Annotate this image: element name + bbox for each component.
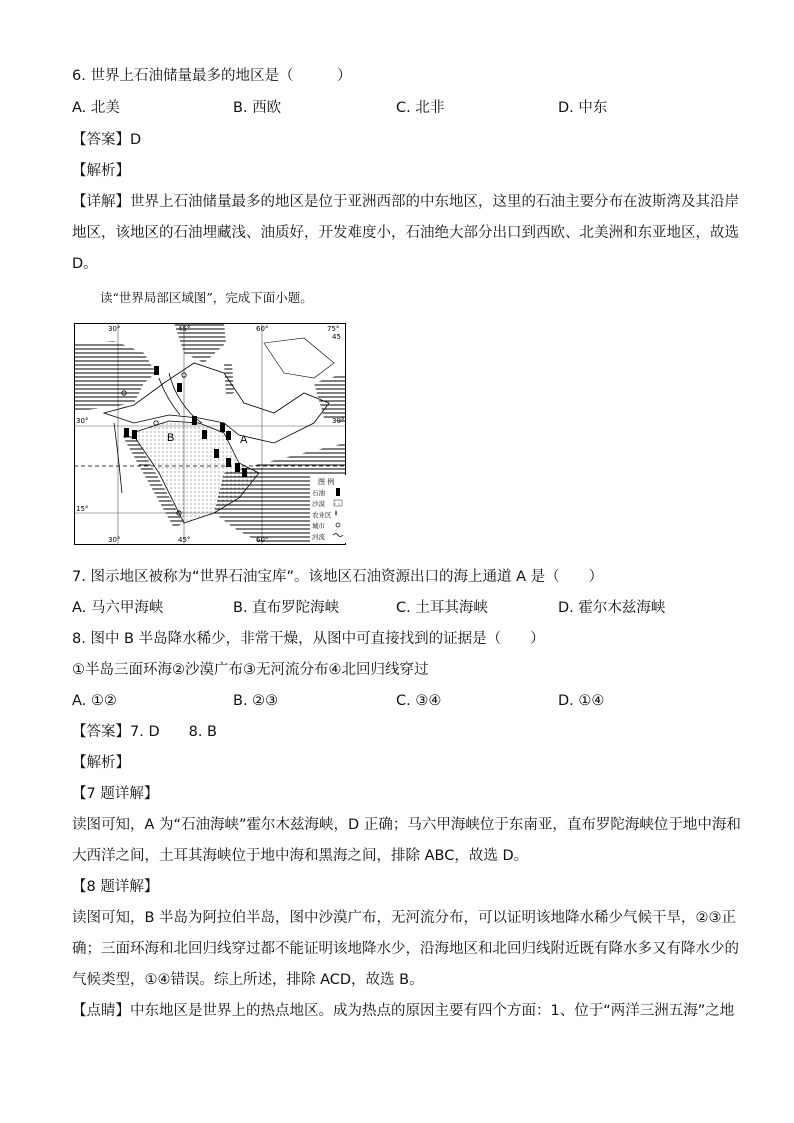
q7-detail-tag: 【7 题详解】: [72, 786, 159, 802]
oil-marker: [124, 428, 129, 437]
tick-top-30: 30°: [108, 325, 121, 333]
oil-marker: [132, 430, 137, 439]
note-line-1: [72, 1001, 734, 1021]
legend-desert: 沙漠: [312, 500, 325, 508]
q8-detail-line-2: 确；三面环海和北回归线穿过都不能证明该地降水少，沿海地区和北回归线附近既有降水多又有降水少的: [72, 941, 739, 957]
q6-option-b: B. 西欧: [233, 100, 282, 116]
oil-marker: [214, 449, 219, 458]
q8-option-a: A. ①②: [72, 693, 117, 709]
q7-option-d: D. 霍尔木兹海峡: [558, 600, 666, 616]
q6-detail-line-2: 地区，该地区的石油埋藏浅、油质好，开发难度小，石油绝大部分出口到西欧、北美洲和东亚地区，故选: [72, 225, 739, 241]
q6-analysis-tag: 【解析】: [72, 163, 130, 179]
tick-left-15: 15°: [76, 505, 89, 513]
q6-detail-line-1: [72, 192, 739, 212]
legend-city: 城市: [312, 522, 325, 530]
q8-statements: ①半岛三面环海②沙漠广布③无河流分布④北回归线穿过: [72, 662, 429, 678]
legend-farmland: 农业区: [312, 511, 332, 519]
q8-detail-line-3: 气候类型，①④错误。综上所述，排除 ACD，故选 B。: [72, 972, 424, 988]
q8-option-c: C. ③④: [396, 693, 442, 709]
tick-bottom-30: 30°: [108, 536, 121, 544]
tick-top-75: 75°: [327, 325, 340, 333]
oil-marker: [235, 463, 240, 472]
answer-tag: 【答案】: [72, 724, 130, 740]
tick-bottom-60: 60°: [256, 536, 269, 544]
legend-oil-symbol: [336, 488, 340, 496]
q7-option-c: C. 土耳其海峡: [396, 600, 488, 616]
note-text-1: 中东地区是世界上的热点地区。成为热点的原因主要有四个方面：1、位于“两洋三洲五海”之地: [130, 1003, 735, 1019]
tick-top-60: 60°: [256, 325, 269, 333]
oil-marker: [177, 383, 182, 392]
oil-marker: [226, 458, 231, 467]
oil-marker: [220, 423, 225, 432]
q6-option-c: C. 北非: [396, 100, 445, 116]
q7-detail-line-1: 读图可知，A 为“石油海峡”霍尔木兹海峡，D 正确；马六甲海峡位于东南亚，直布罗陀海峡位于地中海和: [72, 817, 741, 833]
tick-right-30: 30°: [332, 417, 345, 425]
q7-option-a: A. 马六甲海峡: [72, 600, 164, 616]
label-a: A: [240, 434, 248, 446]
q6-stem: 6. 世界上石油储量最多的地区是（ ）: [72, 68, 352, 84]
detail-tag: 【详解】: [72, 194, 130, 210]
q6-answer: D: [130, 132, 142, 148]
tick-left-30: 30°: [76, 417, 89, 425]
region-map: [74, 323, 346, 545]
label-b: B: [167, 432, 175, 444]
legend-oil: 石油: [312, 489, 325, 497]
q8-option-d: D. ①④: [558, 693, 605, 709]
legend-title: 图 例: [318, 478, 335, 486]
q8-option-b: B. ②③: [233, 693, 279, 709]
q6-option-a: A. 北美: [72, 100, 120, 116]
q6-detail-text-1: 世界上石油储量最多的地区是位于亚洲西部的中东地区，这里的石油主要分布在波斯湾及其沿岸: [130, 194, 739, 210]
oil-marker: [202, 430, 207, 439]
oil-marker: [242, 468, 247, 477]
region-map-svg: [74, 323, 346, 545]
q8-detail-line-1: 读图可知，B 半岛为阿拉伯半岛，图中沙漠广布，无河流分布，可以证明该地降水稀少气候干旱，②③正: [72, 910, 737, 926]
oil-marker: [226, 431, 231, 440]
q7-option-b: B. 直布罗陀海峡: [233, 600, 340, 616]
note-tag: 【点睛】: [72, 1003, 130, 1019]
figure-caption: 读“世界局部区域图”，完成下面小题。: [100, 290, 313, 305]
q78-analysis-tag: 【解析】: [72, 755, 130, 771]
q7-stem: 7. 图示地区被称为“世界石油宝库”。该地区石油资源出口的海上通道 A 是（ ）: [72, 569, 604, 585]
legend-river: 河流: [312, 533, 325, 541]
tick-bottom-45: 45°: [178, 536, 191, 544]
q6-detail-line-3: D。: [72, 256, 98, 272]
q8-stem: 8. 图中 B 半岛降水稀少，非常干燥，从图中可直接找到的证据是（ ）: [72, 631, 545, 647]
oil-marker: [154, 366, 159, 375]
q6-answer-line: [72, 130, 141, 150]
q8-detail-tag: 【8 题详解】: [72, 879, 159, 895]
q6-option-d: D. 中东: [558, 100, 608, 116]
map-legend: [310, 475, 346, 543]
q78-answer: 7. D 8. B: [130, 724, 217, 740]
oil-marker: [192, 416, 197, 425]
q78-answer-line: [72, 722, 217, 742]
tick-right-45: 45: [332, 333, 341, 341]
legend-desert-symbol: [334, 500, 342, 506]
tick-top-45: 45°: [178, 325, 191, 333]
q7-detail-line-2: 大西洋之间，土耳其海峡位于地中海和黑海之间，排除 ABC，故选 D。: [72, 848, 529, 864]
answer-tag: 【答案】: [72, 132, 130, 148]
